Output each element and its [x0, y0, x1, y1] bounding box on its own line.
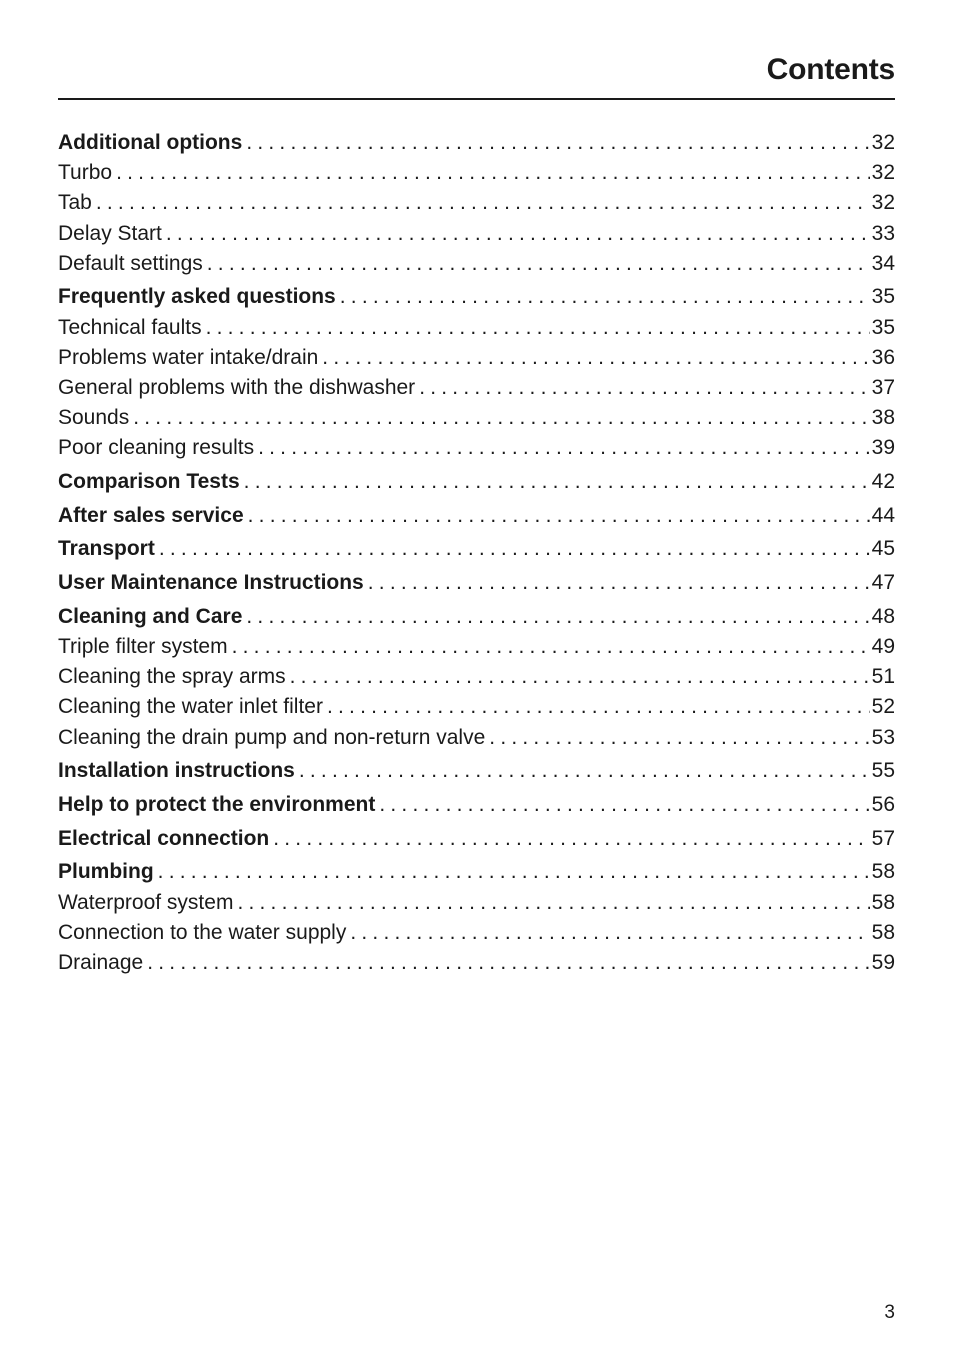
dot-leader	[207, 249, 870, 279]
toc-entry-page: 58	[871, 920, 895, 944]
toc-entry-label: Comparison Tests	[58, 470, 240, 494]
toc-entry[interactable]	[58, 602, 895, 632]
toc-entry-label: Connection to the water supply	[58, 920, 347, 944]
toc-entry[interactable]	[58, 282, 895, 312]
toc-entry-label: Sounds	[58, 406, 130, 430]
dot-leader	[246, 602, 869, 632]
toc-entry[interactable]	[58, 857, 895, 887]
toc-entry-page: 38	[871, 406, 895, 430]
toc-entry-label: Installation instructions	[58, 759, 295, 783]
toc-entry[interactable]	[58, 790, 895, 820]
dot-leader	[322, 343, 869, 373]
toc-entry-page: 51	[871, 665, 895, 689]
toc-entry[interactable]	[58, 568, 895, 598]
toc-entry[interactable]	[58, 188, 895, 218]
dot-leader	[237, 888, 869, 918]
toc-entry[interactable]	[58, 313, 895, 343]
dot-leader	[206, 313, 870, 343]
toc-entry-label: Default settings	[58, 251, 203, 275]
dot-leader	[147, 948, 869, 978]
toc-entry-page: 47	[871, 571, 895, 595]
toc-entry-label: Technical faults	[58, 315, 202, 339]
toc-entry[interactable]	[58, 662, 895, 692]
toc-entry-label: Plumbing	[58, 860, 154, 884]
toc-entry-label: Help to protect the environment	[58, 792, 376, 816]
page-number: 3	[884, 1302, 895, 1323]
toc-entry-label: Turbo	[58, 161, 113, 185]
dot-leader	[248, 501, 870, 531]
toc-entry-page: 32	[871, 161, 895, 185]
toc-entry-label: Transport	[58, 537, 155, 561]
dot-leader	[350, 918, 869, 948]
dot-leader	[258, 433, 870, 463]
toc-entry[interactable]	[58, 501, 895, 531]
toc-entry[interactable]	[58, 534, 895, 564]
toc-entry-label: Drainage	[58, 950, 144, 974]
toc-entry[interactable]	[58, 249, 895, 279]
toc-entry-label: Cleaning the water inlet filter	[58, 695, 323, 719]
toc-entry-page: 33	[871, 221, 895, 245]
dot-leader	[246, 128, 869, 158]
toc-entry-page: 37	[871, 376, 895, 399]
toc-entry-label: User Maintenance Instructions	[58, 571, 364, 595]
toc-entry-page: 42	[871, 470, 895, 494]
table-of-contents	[58, 128, 895, 978]
toc-entry-page: 48	[871, 604, 895, 628]
dot-leader	[244, 467, 870, 497]
toc-entry-label: After sales service	[58, 503, 244, 527]
toc-entry[interactable]	[58, 433, 895, 463]
toc-entry[interactable]	[58, 888, 895, 918]
dot-leader	[379, 790, 869, 820]
toc-entry-label: Delay Start	[58, 221, 162, 245]
toc-entry-label: Cleaning and Care	[58, 604, 243, 628]
toc-entry-page: 35	[871, 285, 895, 309]
toc-entry[interactable]	[58, 918, 895, 948]
toc-entry-page: 45	[871, 537, 895, 561]
toc-entry-page: 39	[871, 436, 895, 460]
toc-entry-page: 32	[871, 191, 895, 215]
dot-leader	[327, 692, 870, 722]
toc-entry-label: Cleaning the drain pump and non-return valve	[58, 725, 486, 749]
dot-leader	[419, 373, 869, 403]
dot-leader	[133, 403, 869, 433]
dot-leader	[489, 723, 869, 753]
toc-entry-label: Additional options	[58, 131, 243, 154]
toc-entry-label: Triple filter system	[58, 635, 228, 658]
toc-entry-label: Waterproof system	[58, 890, 234, 914]
toc-entry-page: 52	[871, 695, 895, 719]
dot-leader	[159, 534, 870, 564]
toc-entry[interactable]	[58, 948, 895, 978]
toc-entry[interactable]	[58, 756, 895, 786]
toc-entry[interactable]	[58, 158, 895, 188]
toc-entry-page: 56	[871, 792, 895, 816]
toc-entry-page: 32	[871, 131, 895, 154]
dot-leader	[273, 824, 869, 854]
dot-leader	[340, 282, 870, 312]
toc-entry-label: General problems with the dishwasher	[58, 376, 416, 399]
toc-entry[interactable]	[58, 343, 895, 373]
toc-entry[interactable]	[58, 723, 895, 753]
toc-entry-page: 49	[871, 635, 895, 658]
toc-entry-label: Poor cleaning results	[58, 436, 255, 460]
dot-leader	[96, 188, 870, 218]
toc-entry-page: 59	[871, 950, 895, 974]
dot-leader	[299, 756, 870, 786]
toc-entry-label: Problems water intake/drain	[58, 345, 319, 369]
toc-entry-label: Cleaning the spray arms	[58, 665, 286, 689]
dot-leader	[290, 662, 870, 692]
toc-entry-page: 58	[871, 890, 895, 914]
toc-entry[interactable]	[58, 373, 895, 403]
toc-entry-label: Tab	[58, 191, 92, 215]
document-page	[58, 0, 895, 1352]
dot-leader	[166, 219, 870, 249]
dot-leader	[232, 632, 870, 662]
toc-entry-label: Electrical connection	[58, 826, 270, 850]
toc-entry-page: 57	[871, 826, 895, 850]
toc-entry[interactable]	[58, 632, 895, 662]
title-divider	[58, 98, 895, 100]
toc-entry-page: 58	[871, 860, 895, 884]
toc-entry[interactable]	[58, 219, 895, 249]
toc-entry-page: 34	[871, 251, 895, 275]
dot-leader	[158, 857, 870, 887]
toc-entry[interactable]	[58, 403, 895, 433]
toc-entry[interactable]	[58, 824, 895, 854]
dot-leader	[368, 568, 870, 598]
toc-entry[interactable]	[58, 467, 895, 497]
toc-entry-label: Frequently asked questions	[58, 285, 336, 309]
toc-entry-page: 35	[871, 315, 895, 339]
toc-entry[interactable]	[58, 692, 895, 722]
page-title: Contents	[766, 53, 895, 86]
toc-entry-page: 55	[871, 759, 895, 783]
toc-entry[interactable]	[58, 128, 895, 158]
toc-entry-page: 44	[871, 503, 895, 527]
dot-leader	[116, 158, 870, 188]
toc-entry-page: 53	[871, 725, 895, 749]
toc-entry-page: 36	[871, 345, 895, 369]
